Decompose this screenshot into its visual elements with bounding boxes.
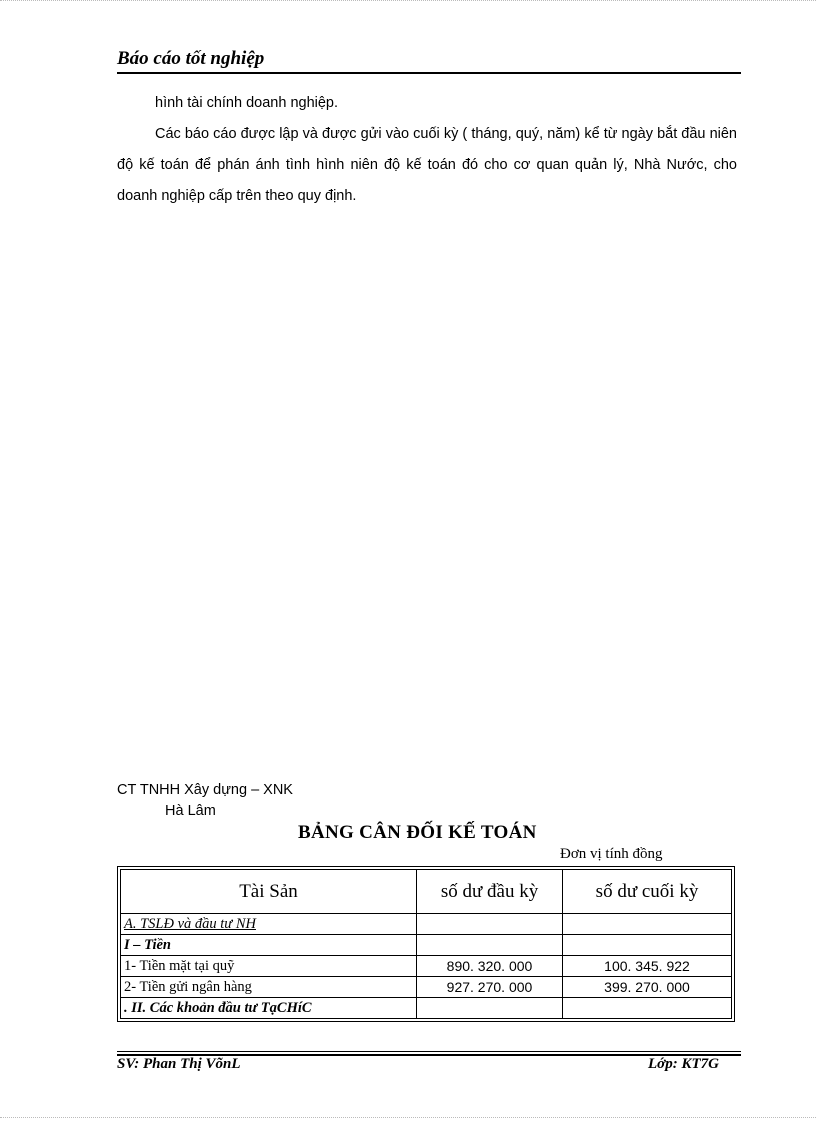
table-row — [121, 914, 732, 935]
row-label: I – Tiền — [121, 935, 417, 956]
table-row — [121, 977, 732, 998]
row-closing-value — [563, 914, 732, 935]
row-opening-value — [417, 914, 563, 935]
page-top-border — [0, 0, 816, 5]
footer-class: Lớp: KT7G — [648, 1056, 719, 1072]
company-name: CT TNHH Xây dựng – XNK — [117, 782, 293, 798]
header-rule — [117, 72, 741, 74]
row-closing-value: 100. 345. 922 — [563, 956, 732, 977]
row-opening-value — [417, 998, 563, 1019]
header-opening-balance: số dư đầu kỳ — [417, 870, 563, 914]
footer-rule-thin — [117, 1051, 741, 1052]
row-opening-value — [417, 935, 563, 956]
row-label: . II. Các khoản đầu tư TạCHíC — [121, 998, 417, 1019]
table-row — [121, 998, 732, 1019]
row-label: 1- Tiền mặt tại quỹ — [121, 956, 417, 977]
paragraph-2: Các báo cáo được lập và được gửi vào cuối kỳ ( tháng, quý, năm) kể từ ngày bắt đầu niên độ kế toán để phán ánh tình hình niên độ kế toán đó cho cơ quan quản lý, Nhà Nước, cho doanh nghiệp cấp trên theo quy định. — [117, 126, 737, 204]
balance-sheet-table — [120, 869, 732, 1019]
footer-student-name: SV: Phan Thị VõnL — [117, 1056, 241, 1072]
row-closing-value — [563, 935, 732, 956]
table-header-row — [121, 870, 732, 914]
row-closing-value — [563, 998, 732, 1019]
row-label-text: A. TSLĐ và đầu tư NH — [124, 915, 256, 932]
unit-label: Đơn vị tính đồng — [560, 846, 663, 862]
row-closing-value: 399. 270. 000 — [563, 977, 732, 998]
balance-sheet-title: BẢNG CÂN ĐỐI KẾ TOÁN — [298, 822, 537, 843]
row-label: 2- Tiền gửi ngân hàng — [121, 977, 417, 998]
header-assets: Tài Sản — [121, 870, 417, 914]
row-label — [121, 914, 417, 935]
page-header-title: Báo cáo tốt nghiệp — [117, 48, 265, 69]
balance-sheet-table-frame — [117, 866, 735, 1022]
table-row — [121, 956, 732, 977]
header-closing-balance: số dư cuối kỳ — [563, 870, 732, 914]
row-opening-value: 890. 320. 000 — [417, 956, 563, 977]
paragraph-1: hình tài chính doanh nghiệp. — [155, 95, 339, 111]
page-bottom-border — [0, 1117, 816, 1119]
table-row — [121, 935, 732, 956]
company-location: Hà Lâm — [165, 803, 216, 819]
row-opening-value: 927. 270. 000 — [417, 977, 563, 998]
